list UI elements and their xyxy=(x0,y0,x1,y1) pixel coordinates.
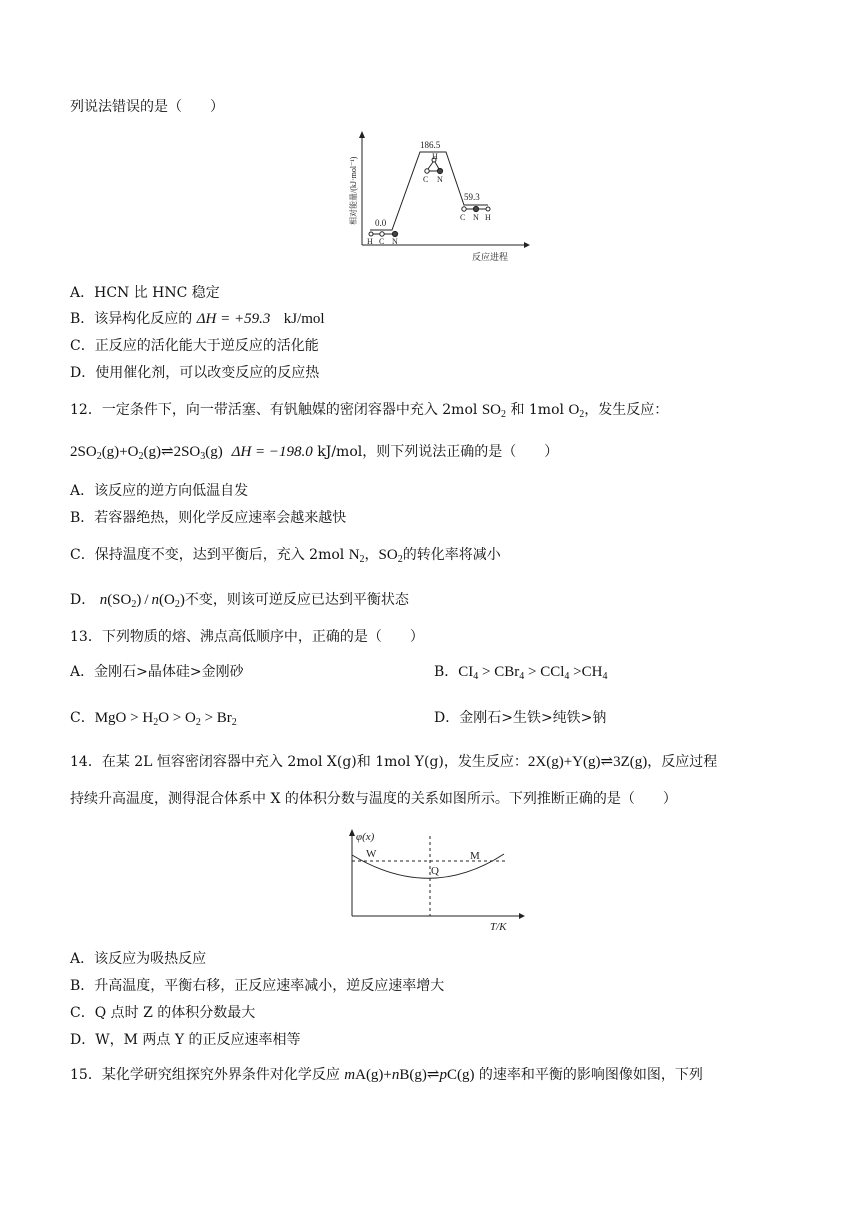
q14-point-m: M xyxy=(470,850,480,862)
q14-graph-xlabel: T/K xyxy=(490,921,507,933)
q15-equation: mA(g)+nB(g)⇌pC(g) xyxy=(344,1067,475,1083)
q14-equation: 2X(g)+Y(g)⇌3Z(g) xyxy=(527,754,648,770)
q13-option-b xyxy=(434,662,607,682)
q13-option-c xyxy=(70,708,237,728)
q12-formula-n2: $N_2$ xyxy=(348,547,365,565)
q12-option-a: A．该反应的逆方向低温自发 xyxy=(70,483,249,499)
q12-formula-so2-c: $SO_2$ xyxy=(378,547,403,565)
q15-stem-pre: 15．某化学研究组探究外界条件对化学反应 xyxy=(70,1067,345,1083)
q12-option-c-pre: C．保持温度不变，达到平衡后，充入 2mol xyxy=(70,547,349,563)
q13-option-a: A．金刚石>晶体硅>金刚砂 xyxy=(70,664,244,680)
q12-stem-line1-pre: 12．一定条件下，向一带活塞、有钒触媒的密闭容器中充入 2mol xyxy=(70,402,482,418)
q12-formula-so2: $SO_2$ xyxy=(481,402,506,420)
q11-level-start: 0.0 xyxy=(375,218,387,228)
q13-option-d: D．金刚石>生铁>纯铁>钠 xyxy=(434,710,607,726)
q14-option-c: C．Q 点时 Z 的体积分数最大 xyxy=(70,1005,256,1021)
q12-stem-line2-post: kJ/mol，则下列说法正确的是（ ） xyxy=(312,444,559,460)
q11-option-b-unit: kJ/mol xyxy=(283,311,325,327)
q12-stem-line1-mid: 和 1mol xyxy=(506,402,569,418)
q14-stem-line1-pre: 14．在某 2L 恒容密闭容器中充入 2mol X(g)和 1mol Y(g)，发生反应： xyxy=(70,754,528,770)
q11-atom-peak-c: C xyxy=(423,175,429,184)
q12-dh: ΔH = −198.0 xyxy=(231,444,313,460)
q12-option-d: D． $n(SO_2) / n(O_2)$不变，则该可逆反应已达到平衡状态 xyxy=(70,592,409,610)
q11-option-d: D．使用催化剂，可以改变反应的反应热 xyxy=(70,365,320,381)
q14-stem-line1-post: ，反应过程 xyxy=(647,754,718,770)
q11-level-peak: 186.5 xyxy=(420,140,441,150)
q12-option-c: C．保持温度不变，达到平衡后，充入 2mol $N_2$，$SO_2$的转化率将减小 xyxy=(70,547,501,565)
q11-option-c: C．正反应的活化能大于逆反应的活化能 xyxy=(70,338,319,354)
q11-option-b-math: ΔH = +59.3 xyxy=(196,311,271,327)
q12-option-b: B．若容器绝热，则化学反应速率会越来越快 xyxy=(70,510,347,526)
q13-stem: 13．下列物质的熔、沸点高低顺序中，正确的是（ ） xyxy=(70,629,424,645)
q11-atom-end-h: H xyxy=(485,213,491,222)
q13-option-c-label: C． xyxy=(70,710,95,726)
q12-stem-line1-post: ，发生反应： xyxy=(584,402,669,418)
q11-atom-end-n: N xyxy=(473,213,479,222)
q11-energy-diagram xyxy=(340,130,530,265)
q13-option-b-label: B． xyxy=(434,664,459,680)
q11-diagram-xlabel: 反应进程 xyxy=(472,252,509,262)
q11-option-b-text: B．该异构化反应的 xyxy=(70,311,197,327)
q15-stem xyxy=(70,1065,703,1085)
q11-stem-tail: 列说法错误的是（ ） xyxy=(70,99,224,115)
q12-formula-o2: $O_2$ xyxy=(568,402,585,420)
q11-atom-peak-h: H xyxy=(432,152,438,161)
q12-option-c-post: 的转化率将减小 xyxy=(402,547,501,563)
q13-option-c-math: MgO > $H_2O > O_2 > Br_2$ xyxy=(94,710,237,728)
q12-equation-line xyxy=(70,442,558,462)
q12-stem-line1 xyxy=(70,400,668,420)
q11-level-end: 59.3 xyxy=(464,192,480,202)
q14-stem-line2: 持续升高温度，测得混合体系中 X 的体积分数与温度的关系如图所示。下列推断正确的是（ ） xyxy=(70,791,677,807)
q11-atom-end-c: C xyxy=(460,213,466,222)
q11-option-b xyxy=(70,309,325,329)
q14-graph xyxy=(338,826,528,936)
q14-point-w: W xyxy=(366,848,377,860)
q12-equation: $2SO_2(g)+O_2(g)\rightleftharpoons 2SO_3(g)$ xyxy=(70,444,223,462)
q12-option-d-math: $n(SO_2) / n(O_2)$ xyxy=(99,592,185,610)
q14-point-q: Q xyxy=(431,865,439,877)
q11-atom-peak-n: N xyxy=(437,175,443,184)
q14-option-a: A．该反应为吸热反应 xyxy=(70,951,207,967)
q13-option-b-math: $CI_4 > CBr_4 > CCl_4 >CH_4$ xyxy=(458,664,608,682)
q11-atom-start-c: C xyxy=(379,237,385,246)
q11-option-a: A．HCN 比 HNC 稳定 xyxy=(70,285,220,301)
q11-atom-start-n: N xyxy=(392,237,398,246)
q14-option-d: D．W，M 两点 Y 的正反应速率相等 xyxy=(70,1032,301,1048)
q12-option-d-post: 不变，则该可逆反应已达到平衡状态 xyxy=(184,592,409,608)
q14-option-b: B．升高温度，平衡右移，正反应速率减小，逆反应速率增大 xyxy=(70,978,445,994)
q11-atom-start-h: H xyxy=(367,237,373,246)
q15-stem-post: 的速率和平衡的影响图像如图，下列 xyxy=(474,1067,703,1083)
q14-graph-ylabel: φ(x) xyxy=(356,831,375,843)
q11-diagram-ylabel: 相对能量/(kJ·mol⁻¹) xyxy=(349,156,358,225)
q14-stem-line1 xyxy=(70,752,717,772)
